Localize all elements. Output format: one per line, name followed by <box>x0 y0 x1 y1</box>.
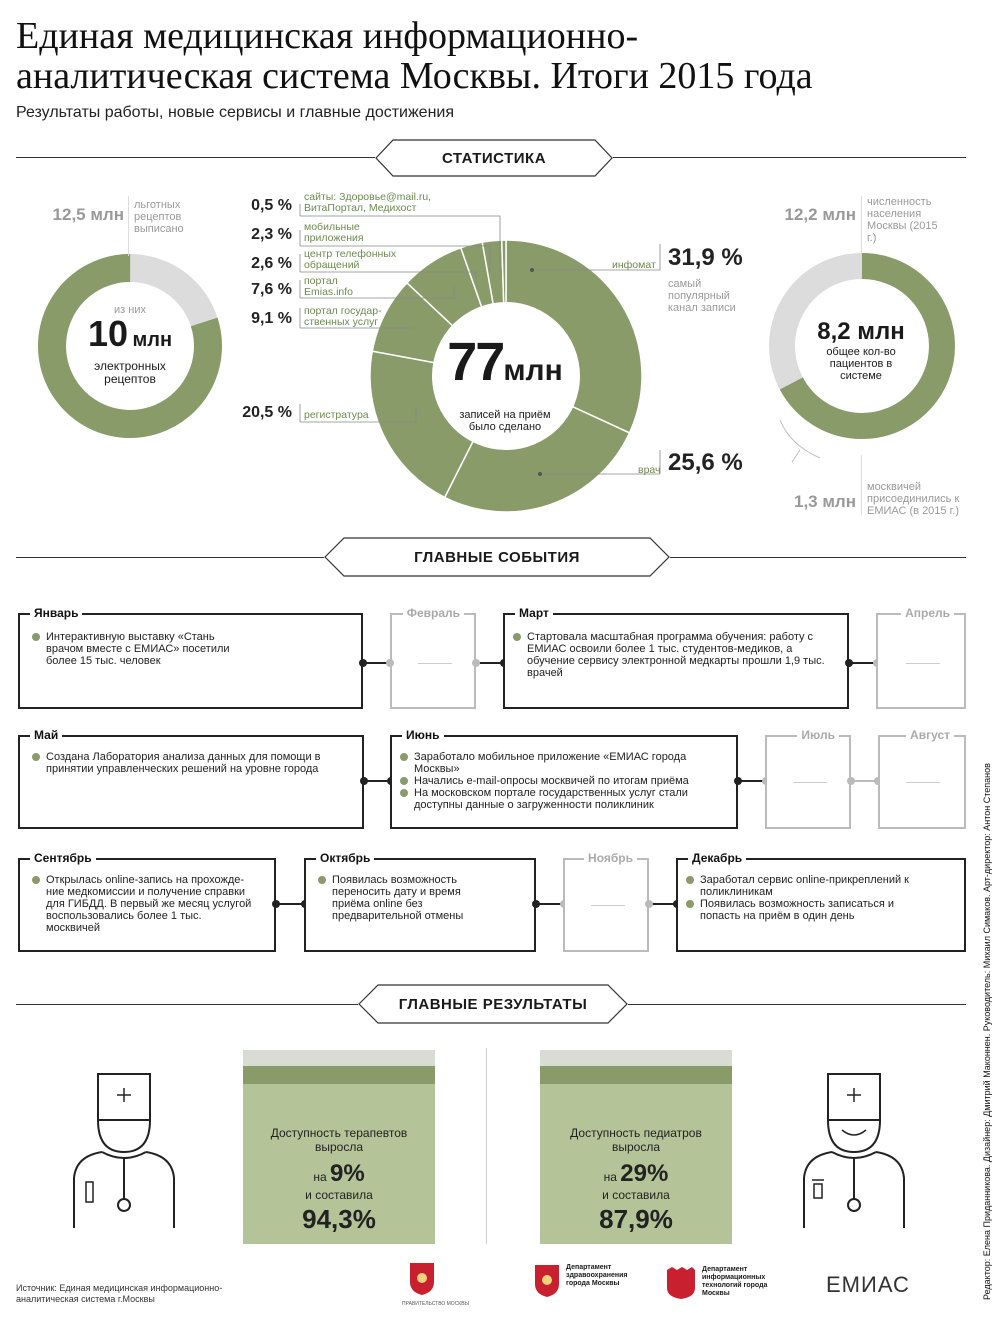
health-dept-logo <box>534 1264 636 1298</box>
month-name-april: Апрель <box>901 606 954 620</box>
month-january <box>18 606 363 709</box>
month-march <box>503 606 849 709</box>
label-doctor: врач <box>638 464 661 476</box>
dot-oct-out <box>532 900 540 908</box>
prescriptions-inner-num: 10 <box>87 313 128 354</box>
pct-sites: 0,5 % <box>251 197 292 214</box>
month-name-january: Январь <box>30 606 82 620</box>
month-april <box>876 606 966 709</box>
stats-section-header <box>375 139 613 177</box>
pediatricians-value: 87,9% <box>599 1204 673 1234</box>
month-october <box>304 851 536 952</box>
prescriptions-total: 12,5 млн <box>52 205 124 224</box>
label-infomat: инфомат <box>612 259 656 271</box>
month-name-november: Ноябрь <box>584 851 637 865</box>
prescriptions-inner-bottom: электронных рецептов <box>94 359 166 386</box>
population-total: 12,2 млн <box>784 205 856 224</box>
title-line-1: Единая медицинская информационно- <box>16 15 639 57</box>
right-leader-line <box>861 196 862 256</box>
event-dec-2: Появилась возможность записаться и попасть на приём в один день <box>686 898 936 922</box>
infomat-note: самый популярный канал записи <box>668 278 736 314</box>
right-leader-lines <box>530 240 670 480</box>
appointments-desc: записей на приём было сделано <box>459 409 551 433</box>
it-dept-emblem-icon <box>666 1266 696 1300</box>
joined-desc: москвичей присоединились к ЕМИАС (в 2015 г.) <box>867 481 960 517</box>
month-name-july: Июль <box>797 728 839 742</box>
pct-mobile: 2,3 % <box>251 226 292 243</box>
month-june <box>390 728 738 829</box>
event-jan-1: Интерактивную выставку «Стань врачом вместе с ЕМИАС» посетили более 15 тыс. человек <box>32 631 242 667</box>
left-leader-line <box>128 196 129 256</box>
pediatricians-growth: 29% <box>620 1160 669 1187</box>
appointments-big-unit: млн <box>503 354 563 387</box>
results-section-header <box>358 984 628 1024</box>
month-name-december: Декабрь <box>688 851 746 865</box>
therapists-line1: Доступность терапевтов <box>270 1126 408 1140</box>
population-desc: численность населения Москвы (2015 г.) <box>867 196 938 244</box>
pct-doctor: 25,6 % <box>668 449 743 476</box>
label-sites: сайты: Здоровье@mail.ru, ВитаПортал, Медихост <box>304 191 432 214</box>
pct-callcenter: 2,6 % <box>251 255 292 272</box>
dot-jun-out <box>734 777 742 785</box>
patients-center <box>802 318 920 382</box>
month-name-march: Март <box>515 606 553 620</box>
event-sep-1: Открылась online-запись на прохожде-ние медкомиссии и получение справки для ГИБДД. В первый же месяц услугой воспользовались более 1 тыс. москвичей <box>32 874 252 934</box>
dot-may-out <box>360 777 368 785</box>
label-callcenter: центр телефонных обращений <box>304 248 397 271</box>
month-name-may: Май <box>30 728 62 742</box>
moscow-coat-of-arms-icon <box>409 1262 435 1296</box>
dot-sep-out <box>272 900 280 908</box>
pct-emias-info: 7,6 % <box>251 281 292 298</box>
month-name-october: Октябрь <box>316 851 374 865</box>
month-name-september: Сентябрь <box>30 851 96 865</box>
title-line-2: аналитическая система Москвы. Итоги 2015 года <box>16 55 813 97</box>
it-dept-logo <box>666 1266 772 1300</box>
dot-jan <box>359 659 367 667</box>
event-mar-1: Стартовала масштабная программа обучения: работу с ЕМИАС освоили более 1 тыс. студентов-медиков, а обучение сервису электронной медкарты прошли 1,9 тыс. врачей <box>513 631 831 679</box>
month-february <box>390 606 476 709</box>
patients-inner-num: 8,2 млн <box>817 318 905 345</box>
prescriptions-total-desc: льготных рецептов выписано <box>134 199 184 235</box>
label-registry: регистратура <box>304 409 369 421</box>
events-section-title: ГЛАВНЫЕ СОБЫТИЯ <box>414 548 580 566</box>
event-oct-1: Появилась возможность переносить дату и время приёма online без предварительной отмены <box>318 874 498 922</box>
event-jun-3: На московском портале государственных услуг стали доступны данные о загруженности поликлиник <box>400 787 718 811</box>
event-dec-1: Заработал сервис online-прикреплений к поликлиникам <box>686 874 936 898</box>
joined-total: 1,3 млн <box>794 492 856 511</box>
stats-section-title: СТАТИСТИКА <box>441 149 547 167</box>
dot-jul-out <box>847 777 855 785</box>
event-may-1: Создана Лаборатория анализа данных для помощи в принятии управленческих решений на уровне города <box>32 751 322 775</box>
therapists-on: на <box>313 1170 327 1184</box>
pediatricians-on: на <box>603 1170 617 1184</box>
health-dept-name: Департамент здравоохранения города Москвы <box>566 1264 628 1287</box>
month-may <box>18 728 364 829</box>
dot-nov-out <box>645 900 653 908</box>
month-december <box>676 851 966 952</box>
event-jun-1: Заработало мобильное приложение «ЕМИАС города Москвы» <box>400 751 710 775</box>
therapists-value: 94,3% <box>302 1204 376 1234</box>
month-july <box>765 728 851 829</box>
pct-infomat: 31,9 % <box>668 244 743 271</box>
events-section-header <box>324 537 670 577</box>
month-september <box>18 851 276 952</box>
page-subtitle: Результаты работы, новые сервисы и главные достижения <box>16 104 455 121</box>
results-section-title: ГЛАВНЫЕ РЕЗУЛЬТАТЫ <box>398 995 588 1013</box>
event-jun-2: Начались e-mail-опросы москвичей по итогам приёма <box>400 775 720 787</box>
moscow-gov-logo <box>402 1262 469 1307</box>
emias-logo: ЕМИАС <box>826 1272 910 1297</box>
appointments-big-num: 77 <box>447 332 504 392</box>
patients-inner-desc: общее кол-во пациентов в системе <box>826 346 896 382</box>
month-name-february: Февраль <box>403 606 464 620</box>
month-name-june: Июнь <box>402 728 444 742</box>
pediatricians-line1: Доступность педиатров <box>570 1126 702 1140</box>
prescriptions-center <box>70 304 190 386</box>
dot-feb-in <box>386 659 394 667</box>
dot-feb-out <box>472 659 480 667</box>
label-gosuslugi: портал государ-ственных услуг <box>304 305 382 328</box>
therapists-line2: выросла <box>314 1140 364 1154</box>
credits: Редактор: Елена Приданникова. Дизайнер: Дмитрий Маконнен. Руководитель: Михаил Симаков. Арт-директор: Антон Степанов <box>982 763 992 1300</box>
health-dept-emblem-icon <box>534 1264 560 1298</box>
prescriptions-inner-unit: млн <box>132 329 173 351</box>
therapist-doctor-icon <box>56 1060 196 1230</box>
joined-bracket <box>770 400 870 500</box>
therapists-and: и составила <box>305 1188 373 1202</box>
label-mobile: мобильные приложения <box>304 221 364 244</box>
month-november <box>563 851 649 952</box>
prescriptions-inner-top: из них <box>114 304 146 316</box>
results-divider-vertical <box>486 1048 487 1244</box>
pediatrician-doctor-icon <box>786 1060 926 1230</box>
pct-registry: 20,5 % <box>242 404 292 421</box>
label-emias-info: портал Emias.info <box>304 275 354 298</box>
pct-gosuslugi: 9,1 % <box>251 310 292 327</box>
it-dept-name: Департамент информационных технологий города Москвы <box>702 1266 768 1297</box>
page-title <box>16 16 956 96</box>
therapists-result-card <box>243 1050 435 1244</box>
moscow-gov-caption: ПРАВИТЕЛЬСТВО МОСКВЫ <box>402 1301 469 1307</box>
therapists-growth: 9% <box>329 1160 365 1187</box>
month-august <box>878 728 966 829</box>
dot-mar-out <box>845 659 853 667</box>
month-name-august: Август <box>906 728 954 742</box>
pediatricians-and: и составила <box>602 1188 670 1202</box>
joined-leader-line <box>861 455 862 515</box>
pediatricians-result-card <box>540 1050 732 1244</box>
pediatricians-line2: выросла <box>611 1140 661 1154</box>
source-note: Источник: Единая медицинская информационно-аналитическая система г.Москвы <box>16 1283 223 1304</box>
